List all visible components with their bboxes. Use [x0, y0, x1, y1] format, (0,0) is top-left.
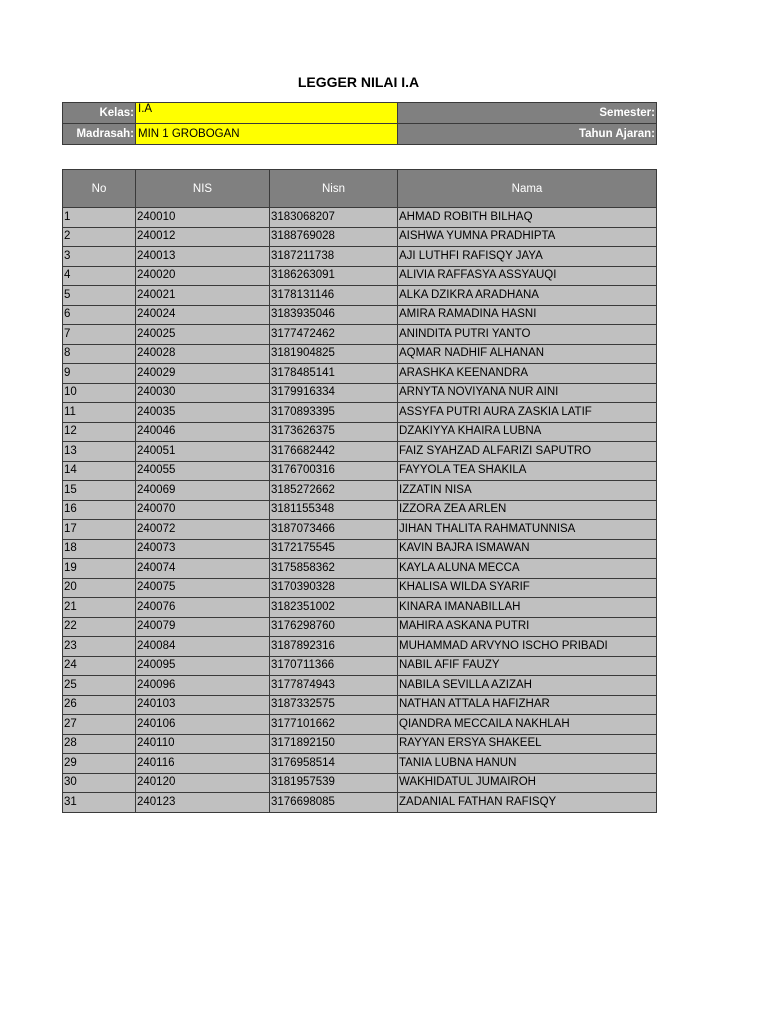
cell-nisn[interactable]: 3183068207 [270, 208, 398, 228]
cell-nis[interactable]: 240025 [136, 325, 270, 345]
cell-nisn[interactable]: 3186263091 [270, 266, 398, 286]
cell-nis[interactable]: 240075 [136, 578, 270, 598]
table-row [63, 715, 657, 735]
cell-no[interactable]: 31 [63, 793, 136, 813]
cell-nama[interactable]: ALKA DZIKRA ARADHANA [398, 286, 657, 306]
cell-no[interactable]: 22 [63, 617, 136, 637]
header-no: No [63, 170, 136, 208]
cell-no[interactable]: 4 [63, 266, 136, 286]
table-row [63, 637, 657, 657]
cell-nis[interactable]: 240120 [136, 773, 270, 793]
table-row [63, 403, 657, 423]
info-table [62, 102, 657, 145]
cell-nisn[interactable]: 3182351002 [270, 598, 398, 618]
cell-nisn[interactable]: 3176700316 [270, 461, 398, 481]
cell-nisn[interactable]: 3181904825 [270, 344, 398, 364]
cell-nisn[interactable]: 3185272662 [270, 481, 398, 501]
cell-nisn[interactable]: 3176298760 [270, 617, 398, 637]
cell-nisn[interactable]: 3177874943 [270, 676, 398, 696]
table-row [63, 481, 657, 501]
cell-nama[interactable]: WAKHIDATUL JUMAIROH [398, 773, 657, 793]
cell-nama[interactable]: AISHWA YUMNA PRADHIPTA [398, 227, 657, 247]
cell-no[interactable]: 9 [63, 364, 136, 384]
cell-nama[interactable]: IZZATIN NISA [398, 481, 657, 501]
cell-no[interactable]: 27 [63, 715, 136, 735]
cell-nis[interactable]: 240029 [136, 364, 270, 384]
cell-nisn[interactable]: 3187332575 [270, 695, 398, 715]
cell-nama[interactable]: ARASHKA KEENANDRA [398, 364, 657, 384]
cell-nis[interactable]: 240123 [136, 793, 270, 813]
cell-nis[interactable]: 240012 [136, 227, 270, 247]
cell-nama[interactable]: AMIRA RAMADINA HASNI [398, 305, 657, 325]
cell-nama[interactable]: AJI LUTHFI RAFISQY JAYA [398, 247, 657, 267]
cell-nis[interactable]: 240103 [136, 695, 270, 715]
cell-nis[interactable]: 240076 [136, 598, 270, 618]
cell-no[interactable]: 12 [63, 422, 136, 442]
semester-label: Semester: [398, 103, 657, 124]
cell-no[interactable]: 23 [63, 637, 136, 657]
cell-nama[interactable]: ASSYFA PUTRI AURA ZASKIA LATIF [398, 403, 657, 423]
cell-nama[interactable]: ARNYTA NOVIYANA NUR AINI [398, 383, 657, 403]
table-row [63, 422, 657, 442]
cell-nama[interactable]: NATHAN ATTALA HAFIZHAR [398, 695, 657, 715]
cell-nis[interactable]: 240084 [136, 637, 270, 657]
cell-no[interactable]: 2 [63, 227, 136, 247]
cell-nisn[interactable]: 3178485141 [270, 364, 398, 384]
tahun-ajaran-label: Tahun Ajaran: [398, 124, 657, 145]
cell-no[interactable]: 21 [63, 598, 136, 618]
header-nis: NIS [136, 170, 270, 208]
cell-nisn[interactable]: 3170390328 [270, 578, 398, 598]
cell-no[interactable]: 18 [63, 539, 136, 559]
info-row-kelas [63, 103, 657, 124]
table-header-row [63, 170, 657, 208]
table-row [63, 559, 657, 579]
header-nisn: Nisn [270, 170, 398, 208]
cell-nis[interactable]: 240070 [136, 500, 270, 520]
table-row [63, 344, 657, 364]
cell-nisn[interactable]: 3187892316 [270, 637, 398, 657]
cell-nisn[interactable]: 3173626375 [270, 422, 398, 442]
cell-nama[interactable]: NABILA SEVILLA AZIZAH [398, 676, 657, 696]
cell-nama[interactable]: KAYLA ALUNA MECCA [398, 559, 657, 579]
cell-nisn[interactable]: 3177472462 [270, 325, 398, 345]
table-row [63, 520, 657, 540]
cell-no[interactable]: 29 [63, 754, 136, 774]
table-body [63, 208, 657, 813]
cell-nisn[interactable]: 3187073466 [270, 520, 398, 540]
cell-no[interactable]: 6 [63, 305, 136, 325]
cell-no[interactable]: 5 [63, 286, 136, 306]
cell-nisn[interactable]: 3175858362 [270, 559, 398, 579]
cell-nisn[interactable]: 3176698085 [270, 793, 398, 813]
table-row [63, 383, 657, 403]
cell-nama[interactable]: MUHAMMAD ARVYNO ISCHO PRIBADI [398, 637, 657, 657]
table-row [63, 734, 657, 754]
table-row [63, 676, 657, 696]
cell-nis[interactable]: 240096 [136, 676, 270, 696]
table-row [63, 754, 657, 774]
cell-no[interactable]: 25 [63, 676, 136, 696]
cell-no[interactable]: 16 [63, 500, 136, 520]
cell-nisn[interactable]: 3172175545 [270, 539, 398, 559]
cell-no[interactable]: 15 [63, 481, 136, 501]
cell-nama[interactable]: AHMAD ROBITH BILHAQ [398, 208, 657, 228]
cell-nis[interactable]: 240021 [136, 286, 270, 306]
table-row [63, 656, 657, 676]
cell-nis[interactable]: 240106 [136, 715, 270, 735]
table-row [63, 227, 657, 247]
cell-nama[interactable]: RAYYAN ERSYA SHAKEEL [398, 734, 657, 754]
cell-no[interactable]: 20 [63, 578, 136, 598]
cell-no[interactable]: 30 [63, 773, 136, 793]
cell-nisn[interactable]: 3171892150 [270, 734, 398, 754]
cell-nisn[interactable]: 3177101662 [270, 715, 398, 735]
cell-no[interactable]: 14 [63, 461, 136, 481]
table-row [63, 461, 657, 481]
cell-nis[interactable]: 240030 [136, 383, 270, 403]
cell-nisn[interactable]: 3176958514 [270, 754, 398, 774]
cell-nama[interactable]: NABIL AFIF FAUZY [398, 656, 657, 676]
cell-nisn[interactable]: 3170893395 [270, 403, 398, 423]
cell-nisn[interactable]: 3183935046 [270, 305, 398, 325]
table-row [63, 578, 657, 598]
cell-no[interactable]: 10 [63, 383, 136, 403]
cell-nama[interactable]: ANINDITA PUTRI YANTO [398, 325, 657, 345]
info-row-madrasah [63, 124, 657, 145]
header-nama: Nama [398, 170, 657, 208]
cell-nis[interactable]: 240020 [136, 266, 270, 286]
page-title: LEGGER NILAI I.A [297, 74, 420, 90]
cell-nisn[interactable]: 3176682442 [270, 442, 398, 462]
cell-no[interactable]: 1 [63, 208, 136, 228]
cell-nisn[interactable]: 3188769028 [270, 227, 398, 247]
cell-nis[interactable]: 240074 [136, 559, 270, 579]
table-row [63, 793, 657, 813]
cell-nama[interactable]: QIANDRA MECCAILA NAKHLAH [398, 715, 657, 735]
cell-nis[interactable]: 240028 [136, 344, 270, 364]
cell-nis[interactable]: 240013 [136, 247, 270, 267]
cell-nama[interactable]: ZADANIAL FATHAN RAFISQY [398, 793, 657, 813]
cell-no[interactable]: 24 [63, 656, 136, 676]
cell-nis[interactable]: 240072 [136, 520, 270, 540]
table-row [63, 247, 657, 267]
cell-nama[interactable]: MAHIRA ASKANA PUTRI [398, 617, 657, 637]
table-row [63, 695, 657, 715]
table-row [63, 286, 657, 306]
table-row [63, 442, 657, 462]
table-row [63, 305, 657, 325]
cell-nama[interactable]: KINARA IMANABILLAH [398, 598, 657, 618]
cell-no[interactable]: 26 [63, 695, 136, 715]
cell-nama[interactable]: JIHAN THALITA RAHMATUNNISA [398, 520, 657, 540]
cell-nis[interactable]: 240116 [136, 754, 270, 774]
cell-nis[interactable]: 240073 [136, 539, 270, 559]
cell-nis[interactable]: 240010 [136, 208, 270, 228]
cell-no[interactable]: 3 [63, 247, 136, 267]
cell-nisn[interactable]: 3178131146 [270, 286, 398, 306]
cell-nama[interactable]: ALIVIA RAFFASYA ASSYAUQI [398, 266, 657, 286]
table-row [63, 325, 657, 345]
cell-nama[interactable]: FAIZ SYAHZAD ALFARIZI SAPUTRO [398, 442, 657, 462]
cell-no[interactable]: 7 [63, 325, 136, 345]
cell-nama[interactable]: AQMAR NADHIF ALHANAN [398, 344, 657, 364]
table-row [63, 500, 657, 520]
cell-no[interactable]: 8 [63, 344, 136, 364]
kelas-label: Kelas: [63, 103, 136, 124]
cell-nama[interactable]: TANIA LUBNA HANUN [398, 754, 657, 774]
cell-nis[interactable]: 240051 [136, 442, 270, 462]
cell-no[interactable]: 17 [63, 520, 136, 540]
cell-no[interactable]: 11 [63, 403, 136, 423]
table-row [63, 598, 657, 618]
table-row [63, 266, 657, 286]
cell-nisn[interactable]: 3181957539 [270, 773, 398, 793]
table-row [63, 364, 657, 384]
table-row [63, 773, 657, 793]
cell-nama[interactable]: FAYYOLA TEA SHAKILA [398, 461, 657, 481]
cell-nama[interactable]: IZZORA ZEA ARLEN [398, 500, 657, 520]
cell-nisn[interactable]: 3187211738 [270, 247, 398, 267]
cell-nisn[interactable]: 3181155348 [270, 500, 398, 520]
cell-nis[interactable]: 240079 [136, 617, 270, 637]
madrasah-label: Madrasah: [63, 124, 136, 145]
cell-nisn[interactable]: 3179916334 [270, 383, 398, 403]
cell-nisn[interactable]: 3170711366 [270, 656, 398, 676]
cell-nis[interactable]: 240046 [136, 422, 270, 442]
madrasah-value[interactable]: MIN 1 GROBOGAN [136, 124, 398, 145]
cell-nis[interactable]: 240110 [136, 734, 270, 754]
cell-nis[interactable]: 240024 [136, 305, 270, 325]
cell-nama[interactable]: KAVIN BAJRA ISMAWAN [398, 539, 657, 559]
cell-nis[interactable]: 240055 [136, 461, 270, 481]
cell-nis[interactable]: 240095 [136, 656, 270, 676]
cell-no[interactable]: 19 [63, 559, 136, 579]
cell-nis[interactable]: 240035 [136, 403, 270, 423]
cell-nama[interactable]: KHALISA WILDA SYARIF [398, 578, 657, 598]
cell-no[interactable]: 13 [63, 442, 136, 462]
cell-nis[interactable]: 240069 [136, 481, 270, 501]
kelas-value[interactable]: I.A [136, 103, 398, 124]
table-row [63, 208, 657, 228]
table-row [63, 617, 657, 637]
cell-no[interactable]: 28 [63, 734, 136, 754]
student-table [62, 169, 657, 813]
cell-nama[interactable]: DZAKIYYA KHAIRA LUBNA [398, 422, 657, 442]
table-row [63, 539, 657, 559]
